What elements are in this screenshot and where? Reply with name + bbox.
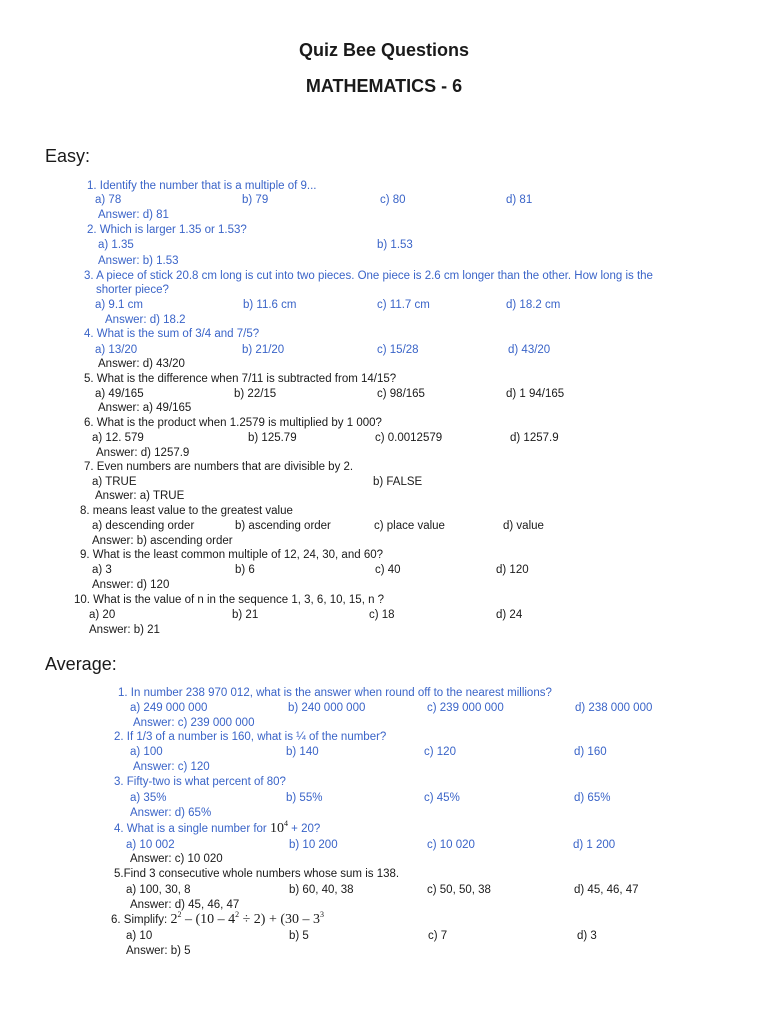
easy-q1-option-a: a) 78 [95, 194, 122, 206]
easy-q8-answer: Answer: b) ascending order [92, 535, 233, 547]
easy-q4-question: 4. What is the sum of 3/4 and 7/5? [84, 328, 260, 340]
easy-q10-question: 10. What is the value of n in the sequence 1, 3, 6, 10, 15, n ? [74, 594, 385, 606]
average-q6-option-b: b) 5 [289, 930, 309, 942]
average-q4-question [114, 819, 321, 836]
easy-q9-option-b: b) 6 [235, 564, 255, 576]
average-q3-option-b: b) 55% [286, 792, 323, 804]
average-q4-question-tail: + 20? [287, 823, 321, 835]
easy-q9-answer: Answer: d) 120 [92, 579, 170, 591]
average-q1-option-b: b) 240 000 000 [288, 702, 366, 714]
easy-q6-option-d: d) 1257.9 [510, 432, 559, 444]
average-q5-answer: Answer: d) 45, 46, 47 [130, 899, 240, 911]
easy-q1-answer: Answer: d) 81 [98, 209, 169, 221]
easy-q9-question: 9. What is the least common multiple of 12, 24, 30, and 60? [80, 549, 384, 561]
easy-q2-option-a: a) 1.35 [98, 239, 134, 251]
easy-q10-answer: Answer: b) 21 [89, 624, 160, 636]
easy-q6-answer: Answer: d) 1257.9 [96, 447, 190, 459]
average-q3-option-d: d) 65% [574, 792, 611, 804]
easy-q9-option-d: d) 120 [496, 564, 529, 576]
average-q1-question: 1. In number 238 970 012, what is the answer when round off to the nearest millions? [118, 687, 552, 699]
easy-q10-option-a: a) 20 [89, 609, 116, 621]
average-q6-expr-part2: – (10 – 4 [181, 912, 236, 927]
easy-q8-question: 8. means least value to the greatest value [80, 505, 293, 517]
easy-q7-question: 7. Even numbers are numbers that are divisible by 2. [84, 461, 354, 473]
average-q2-option-c: c) 120 [424, 746, 456, 758]
easy-q8-option-a: a) descending order [92, 520, 195, 532]
easy-q3-option-c: c) 11.7 cm [377, 299, 430, 311]
easy-q5-answer: Answer: a) 49/165 [98, 402, 192, 414]
average-q6-expr-part1: 2 [170, 912, 178, 927]
average-q4-answer: Answer: c) 10 020 [130, 853, 223, 865]
easy-q8-option-c: c) place value [374, 520, 445, 532]
easy-q2-option-b: b) 1.53 [377, 239, 413, 251]
easy-q5-option-b: b) 22/15 [234, 388, 277, 400]
average-q2-option-a: a) 100 [130, 746, 163, 758]
easy-q6-option-c: c) 0.0012579 [375, 432, 443, 444]
easy-q8-option-b: b) ascending order [235, 520, 331, 532]
easy-q4-option-a: a) 13/20 [95, 344, 138, 356]
easy-q2-question: 2. Which is larger 1.35 or 1.53? [87, 224, 247, 236]
average-q1-option-a: a) 249 000 000 [130, 702, 208, 714]
average-q6-answer: Answer: b) 5 [126, 945, 191, 957]
easy-q5-question: 5. What is the difference when 7/11 is subtracted from 14/15? [84, 373, 397, 385]
easy-q3-option-b: b) 11.6 cm [243, 299, 297, 311]
average-q1-option-d: d) 238 000 000 [575, 702, 653, 714]
average-q6-question-text: 6. Simplify: [111, 914, 168, 926]
document-title: Quiz Bee Questions [298, 40, 470, 60]
easy-q3-answer: Answer: d) 18.2 [105, 314, 186, 326]
average-q4-option-c: c) 10 020 [427, 839, 475, 851]
average-q4-option-a: a) 10 002 [126, 839, 175, 851]
easy-q6-option-a: a) 12. 579 [92, 432, 144, 444]
easy-q10-option-d: d) 24 [496, 609, 523, 621]
average-q5-question: 5.Find 3 consecutive whole numbers whose sum is 138. [114, 868, 400, 880]
section-heading-average: Average: [45, 654, 117, 674]
average-q5-option-d: d) 45, 46, 47 [574, 884, 639, 896]
easy-q10-option-b: b) 21 [232, 609, 259, 621]
average-q2-question: 2. If 1/3 of a number is 160, what is ¼ of the number? [114, 731, 387, 743]
section-heading-easy: Easy: [45, 146, 91, 166]
average-q4-expr-exponent: 4 [283, 819, 288, 828]
easy-q5-option-d: d) 1 94/165 [506, 388, 565, 400]
average-q5-option-c: c) 50, 50, 38 [427, 884, 491, 896]
average-q5-option-b: b) 60, 40, 38 [289, 884, 354, 896]
average-q4-expression [270, 821, 288, 836]
average-q6-question [111, 910, 325, 927]
average-q2-option-d: d) 160 [574, 746, 607, 758]
easy-q7-answer: Answer: a) TRUE [95, 490, 185, 502]
average-q6-expr-exp2: 2 [235, 910, 240, 919]
easy-q9-option-c: c) 40 [375, 564, 401, 576]
easy-q3-question-cont: shorter piece? [96, 284, 169, 296]
average-q6-option-a: a) 10 [126, 930, 153, 942]
average-q6-option-c: c) 7 [428, 930, 448, 942]
average-q4-option-d: d) 1 200 [573, 839, 616, 851]
average-q4-option-b: b) 10 200 [289, 839, 338, 851]
easy-q1-question: 1. Identify the number that is a multiple of 9... [87, 180, 317, 192]
easy-q7-option-b: b) FALSE [373, 476, 423, 488]
document-subtitle: MATHEMATICS - 6 [305, 76, 463, 96]
easy-q8-option-d: d) value [503, 520, 544, 532]
easy-q1-option-b: b) 79 [242, 194, 269, 206]
average-q3-question: 3. Fifty-two is what percent of 80? [114, 776, 286, 788]
average-q1-answer: Answer: c) 239 000 000 [133, 717, 255, 729]
average-q4-question-text: 4. What is a single number for [114, 823, 267, 835]
average-q6-option-d: d) 3 [577, 930, 597, 942]
easy-q6-option-b: b) 125.79 [248, 432, 297, 444]
average-q2-answer: Answer: c) 120 [133, 761, 210, 773]
average-q6-expression [170, 912, 324, 927]
easy-q3-option-d: d) 18.2 cm [506, 299, 561, 311]
average-q1-option-c: c) 239 000 000 [427, 702, 504, 714]
easy-q6-question: 6. What is the product when 1.2579 is multiplied by 1 000? [84, 417, 382, 429]
easy-q7-option-a: a) TRUE [92, 476, 137, 488]
average-q2-option-b: b) 140 [286, 746, 319, 758]
average-q6-expr-exp3: 3 [320, 910, 325, 919]
easy-q4-answer: Answer: d) 43/20 [98, 358, 185, 370]
average-q4-expr-base: 10 [269, 821, 284, 836]
easy-q1-option-d: d) 81 [506, 194, 533, 206]
easy-q3-option-a: a) 9.1 cm [95, 299, 143, 311]
easy-q5-option-c: c) 98/165 [377, 388, 425, 400]
average-q6-expr-part3: ÷ 2) + (30 – 3 [239, 912, 321, 927]
average-q3-answer: Answer: d) 65% [130, 807, 212, 819]
easy-q10-option-c: c) 18 [369, 609, 395, 621]
easy-q4-option-d: d) 43/20 [508, 344, 551, 356]
easy-q3-question: 3. A piece of stick 20.8 cm long is cut into two pieces. One piece is 2.6 cm longer than the other. How long is the [84, 270, 653, 282]
easy-q5-option-a: a) 49/165 [95, 388, 144, 400]
average-q6-expr-exp1: 2 [177, 910, 182, 919]
easy-q9-option-a: a) 3 [92, 564, 112, 576]
easy-q2-answer: Answer: b) 1.53 [98, 255, 179, 267]
easy-q4-option-b: b) 21/20 [242, 344, 285, 356]
average-q5-option-a: a) 100, 30, 8 [126, 884, 191, 896]
easy-q1-option-c: c) 80 [380, 194, 406, 206]
easy-q4-option-c: c) 15/28 [377, 344, 419, 356]
average-q3-option-a: a) 35% [130, 792, 167, 804]
average-q3-option-c: c) 45% [424, 792, 460, 804]
